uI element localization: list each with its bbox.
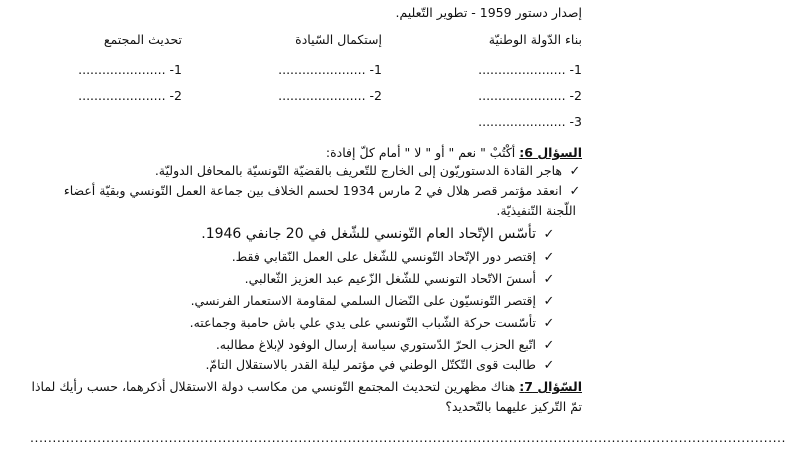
answer-cell[interactable]: 3- ...................... bbox=[478, 114, 582, 129]
checkmark-icon: ✓ bbox=[543, 358, 555, 373]
statement-item bbox=[232, 248, 556, 266]
checkmark-icon: ✓ bbox=[543, 272, 555, 287]
statement-item bbox=[216, 336, 556, 354]
answer-line[interactable]: ......................................................................................................................................................................... bbox=[30, 430, 786, 445]
statement-continuation: اللّجنة التّنفيذيّة. bbox=[496, 203, 576, 218]
question-6-label: السؤال 6: bbox=[519, 145, 582, 160]
checkmark-icon: ✓ bbox=[543, 316, 555, 331]
answer-cell[interactable]: 2- ...................... bbox=[78, 88, 182, 103]
column-modernization: تحديث المجتمع bbox=[103, 32, 182, 47]
question-6-instruction: أكْتُبْ " نعم " أو " لا " أمام كلّ إفادة: bbox=[325, 145, 516, 160]
checkmark-icon: ✓ bbox=[569, 184, 581, 199]
statement-item bbox=[191, 292, 556, 310]
answer-cell[interactable]: 2- ...................... bbox=[278, 88, 382, 103]
checkmark-icon: ✓ bbox=[569, 164, 581, 179]
statement-item bbox=[64, 182, 582, 200]
statement-text: أسسَ الاتّحاد التونسي للشّغل الزّعيم عبد العزيز الثّعالبي. bbox=[244, 271, 536, 286]
statement-text: انعقد مؤتمر قصر هلال في 2 مارس 1934 لحسم الخلاف بين جماعة العمل التّونسي وبقيّة أعضاء bbox=[63, 183, 562, 198]
statement-text: تأسّس الإتّحاد العام التّونسي للشّغل في 20 جانفي 1946. bbox=[201, 226, 536, 242]
answer-cell[interactable]: 1- ...................... bbox=[278, 62, 382, 77]
question-7-line-1 bbox=[31, 378, 582, 395]
statement-item bbox=[155, 162, 582, 180]
statement-item bbox=[245, 270, 556, 288]
statement-text: طالبت قوى التّكتّل الوطني في مؤتمر ليلة القدر بالاستقلال التامّ. bbox=[205, 357, 536, 372]
statement-text: اتّبع الحزب الحرّ الدّستوري سياسة إرسال الوفود لإبلاغ مطالبه. bbox=[215, 337, 536, 352]
checkmark-icon: ✓ bbox=[543, 294, 555, 309]
statement-text: إقتصر دور الإتّحاد التّونسي للشّغل على العمل النّقابي فقط. bbox=[231, 249, 536, 264]
column-national-state: بناء الدّولة الوطنيّة bbox=[488, 32, 582, 47]
question-7-text: هناك مظهرين لتحديث المجتمع التّونسي من مكاسب دولة الاستقلال أذكرهما، حسب رأيك لماذا bbox=[31, 379, 516, 394]
statement-text: إقتصر التّونسيّون على النّضال السلمي لمقاومة الاستعمار الفرنسي. bbox=[190, 293, 536, 308]
statement-item bbox=[201, 226, 556, 243]
statement-text: هاجر القادة الدستوريّون إلى الخارج للتّعريف بالقضيّة التّونسيّة بالمحافل الدوليّة. bbox=[154, 163, 562, 178]
statement-item bbox=[190, 314, 556, 332]
header-line: إصدار دستور 1959 - تطوير التّعليم. bbox=[395, 5, 582, 20]
question-6-header bbox=[326, 144, 582, 161]
checkmark-icon: ✓ bbox=[543, 338, 555, 353]
question-7-label: السّؤال 7: bbox=[519, 379, 582, 394]
question-7-line-2: تمّ التّركيز عليهما بالتّحديد؟ bbox=[445, 399, 582, 414]
statement-item bbox=[205, 356, 556, 374]
checkmark-icon: ✓ bbox=[543, 227, 555, 242]
checkmark-icon: ✓ bbox=[543, 250, 555, 265]
column-sovereignty: إستكمال السّيادة bbox=[295, 32, 382, 47]
answer-cell[interactable]: 1- ...................... bbox=[78, 62, 182, 77]
answer-cell[interactable]: 2- ...................... bbox=[478, 88, 582, 103]
answer-cell[interactable]: 1- ...................... bbox=[478, 62, 582, 77]
statement-text: تأسّست حركة الشّباب التّونسي على يدي علي باش حامبة وجماعته. bbox=[189, 315, 536, 330]
